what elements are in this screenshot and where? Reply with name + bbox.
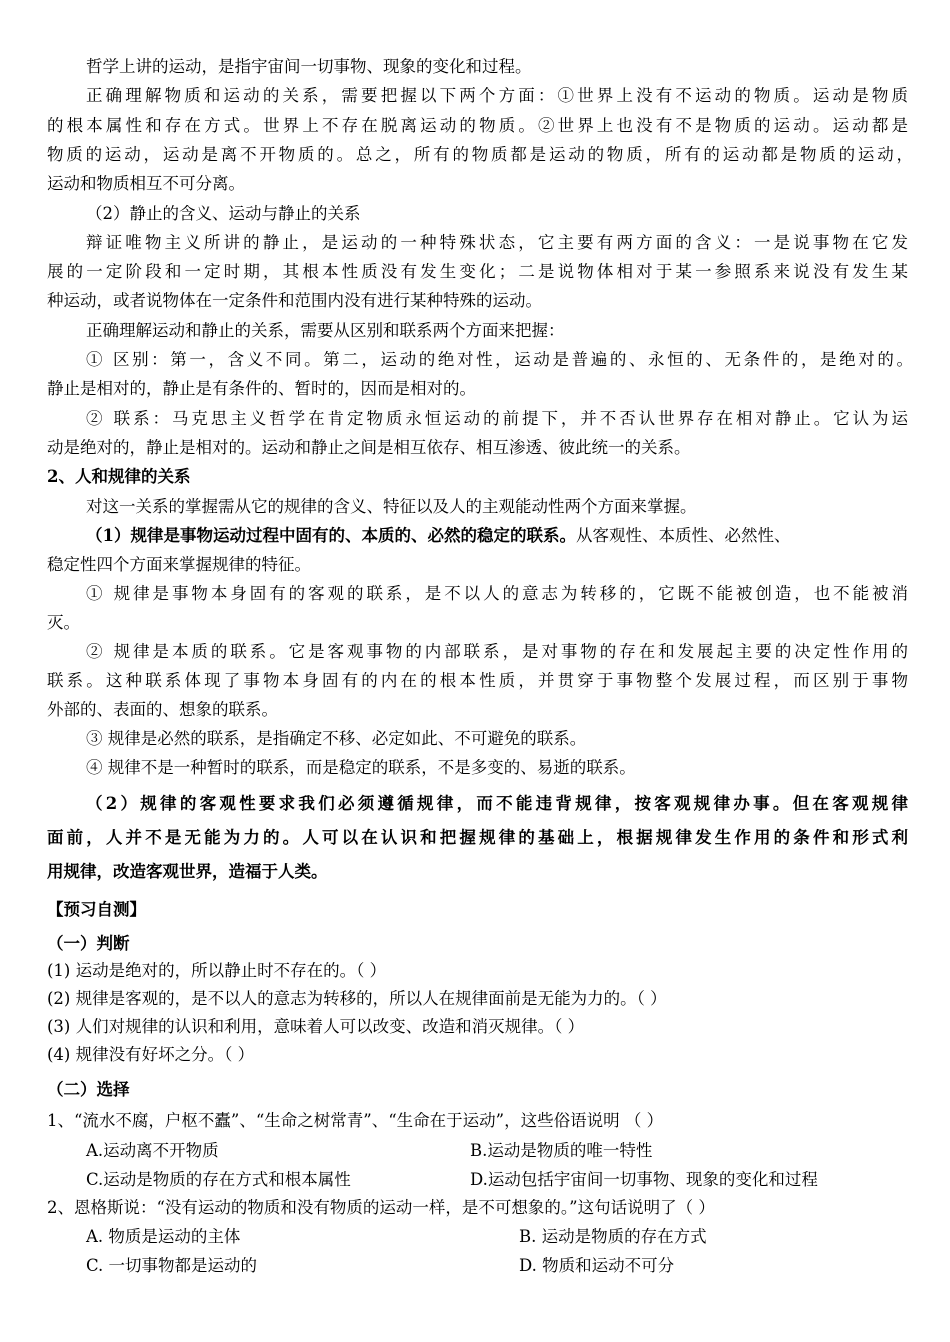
choice-2-option-a: A. 物质是运动的主体 — [86, 1227, 241, 1246]
paragraph-stillness-line: 种运动，或者说物体在一定条件和范围内没有进行某种特殊的运动。 — [47, 291, 542, 310]
subsection-title-stillness: （2）静止的含义、运动与静止的关系 — [86, 204, 361, 223]
paragraph-relation-intro: 正确理解运动和静止的关系，需要从区别和联系两个方面来把握： — [86, 321, 565, 340]
law-definition-rest: 从客观性、本质性、必然性、 — [575, 526, 791, 545]
paragraph-stillness-line: 辩证唯物主义所讲的静止，是运动的一种特殊状态，它主要有两方面的含义：一是说事物在它发 — [86, 233, 908, 252]
choice-2-option-d: D. 物质和运动不可分 — [519, 1256, 675, 1275]
paragraph-objectivity-bold: 面前，人并不是无能为力的。人可以在认识和把握规律的基础上，根据规律发生作用的条件和形式利 — [47, 828, 908, 847]
choice-2-option-b: B. 运动是物质的存在方式 — [519, 1227, 707, 1246]
paragraph-connection-line: 动是绝对的，静止是相对的。运动和静止之间是相互依存、相互渗透、彼此统一的关系。 — [47, 438, 691, 457]
law-feature-item-2: 外部的、表面的、想象的联系。 — [47, 700, 278, 719]
paragraph-difference-line: 静止是相对的，静止是有条件的、暂时的，因而是相对的。 — [47, 379, 476, 398]
paragraph-objectivity-bold: （2）规律的客观性要求我们必须遵循规律，而不能违背规律，按客观规律办事。但在客观规律 — [86, 794, 908, 813]
paragraph-matter-motion-line: 正确理解物质和运动的关系，需要把握以下两个方面：①世界上没有不运动的物质。运动是物质 — [86, 86, 908, 105]
choice-1-option-d: D.运动包括宇宙间一切事物、现象的变化和过程 — [470, 1170, 818, 1189]
judge-section-title: （一）判断 — [47, 934, 130, 953]
choice-1-option-a: A.运动离不开物质 — [86, 1141, 219, 1160]
paragraph-motion-definition: 哲学上讲的运动，是指宇宙间一切事物、现象的变化和过程。 — [86, 57, 532, 76]
law-feature-item-3: ③ 规律是必然的联系，是指确定不移、必定如此、不可避免的联系。 — [86, 729, 587, 748]
law-feature-item-1: 灭。 — [47, 613, 80, 632]
paragraph-connection-line: ② 联系：马克思主义哲学在肯定物质永恒运动的前提下，并不否认世界存在相对静止。它认为运 — [86, 409, 908, 428]
judge-item: (3) 人们对规律的认识和利用，意味着人可以改变、改造和消灭规律。（ ） — [47, 1017, 585, 1036]
law-feature-item-2: 联系。这种联系体现了事物本身固有的内在的根本性质，并贯穿于事物整个发展过程，而区别于事物 — [47, 671, 908, 690]
choice-section-title: （二）选择 — [47, 1080, 130, 1099]
judge-item: (4) 规律没有好坏之分。（ ） — [47, 1045, 255, 1064]
paragraph-law-definition-line — [86, 525, 790, 547]
paragraph-difference-line: ① 区别：第一，含义不同。第二，运动的绝对性，运动是普遍的、永恒的、无条件的，是绝对的。 — [86, 350, 913, 369]
choice-1-option-c: C.运动是物质的存在方式和根本属性 — [86, 1170, 351, 1189]
law-feature-item-4: ④ 规律不是一种暂时的联系，而是稳定的联系，不是多变的、易逝的联系。 — [86, 758, 636, 777]
preview-title: 【预习自测】 — [47, 900, 146, 919]
paragraph-objectivity-bold: 用规律，改造客观世界，造福于人类。 — [47, 862, 328, 881]
choice-1-option-b: B.运动是物质的唯一特性 — [470, 1141, 653, 1160]
choice-question-1: 1、“流水不腐，户枢不蠹”、“生命之树常青”、“生命在于运动”，这些俗语说明 （ ） — [47, 1111, 664, 1130]
judge-item: (1) 运动是绝对的，所以静止时不存在的。（ ） — [47, 961, 387, 980]
law-feature-item-2: ② 规律是本质的联系。它是客观事物的内部联系，是对事物的存在和发展起主要的决定性作用的 — [86, 642, 908, 661]
paragraph-matter-motion-line: 运动和物质相互不可分离。 — [47, 174, 245, 193]
paragraph-stillness-line: 展的一定阶段和一定时期，其根本性质没有发生变化；二是说物体相对于某一参照系来说没有发生某 — [47, 262, 908, 281]
paragraph-matter-motion-line: 物质的运动，运动是离不开物质的。总之，所有的物质都是运动的物质，所有的运动都是物质的运动， — [47, 145, 913, 164]
paragraph-laws-intro: 对这一关系的掌握需从它的规律的含义、特征以及人的主观能动性两个方面来掌握。 — [86, 497, 697, 516]
choice-question-2: 2、恩格斯说：“没有运动的物质和没有物质的运动一样，是不可想象的。”这句话说明了（ ） — [47, 1198, 715, 1217]
paragraph-matter-motion-line: 的根本属性和存在方式。世界上不存在脱离运动的物质。②世界上也没有不是物质的运动。运动都是 — [47, 116, 908, 135]
choice-2-option-c: C. 一切事物都是运动的 — [86, 1256, 258, 1275]
law-definition-bold: （1）规律是事物运动过程中固有的、本质的、必然的稳定的联系。 — [86, 526, 576, 545]
judge-item: (2) 规律是客观的，是不以人的意志为转移的，所以人在规律面前是无能为力的。（ ） — [47, 989, 667, 1008]
paragraph-law-definition-line: 稳定性四个方面来掌握规律的特征。 — [47, 555, 311, 574]
law-feature-item-1: ① 规律是事物本身固有的客观的联系，是不以人的意志为转移的，它既不能被创造，也不能被消 — [86, 584, 908, 603]
section-title-people-and-laws: 2、人和规律的关系 — [47, 467, 191, 486]
